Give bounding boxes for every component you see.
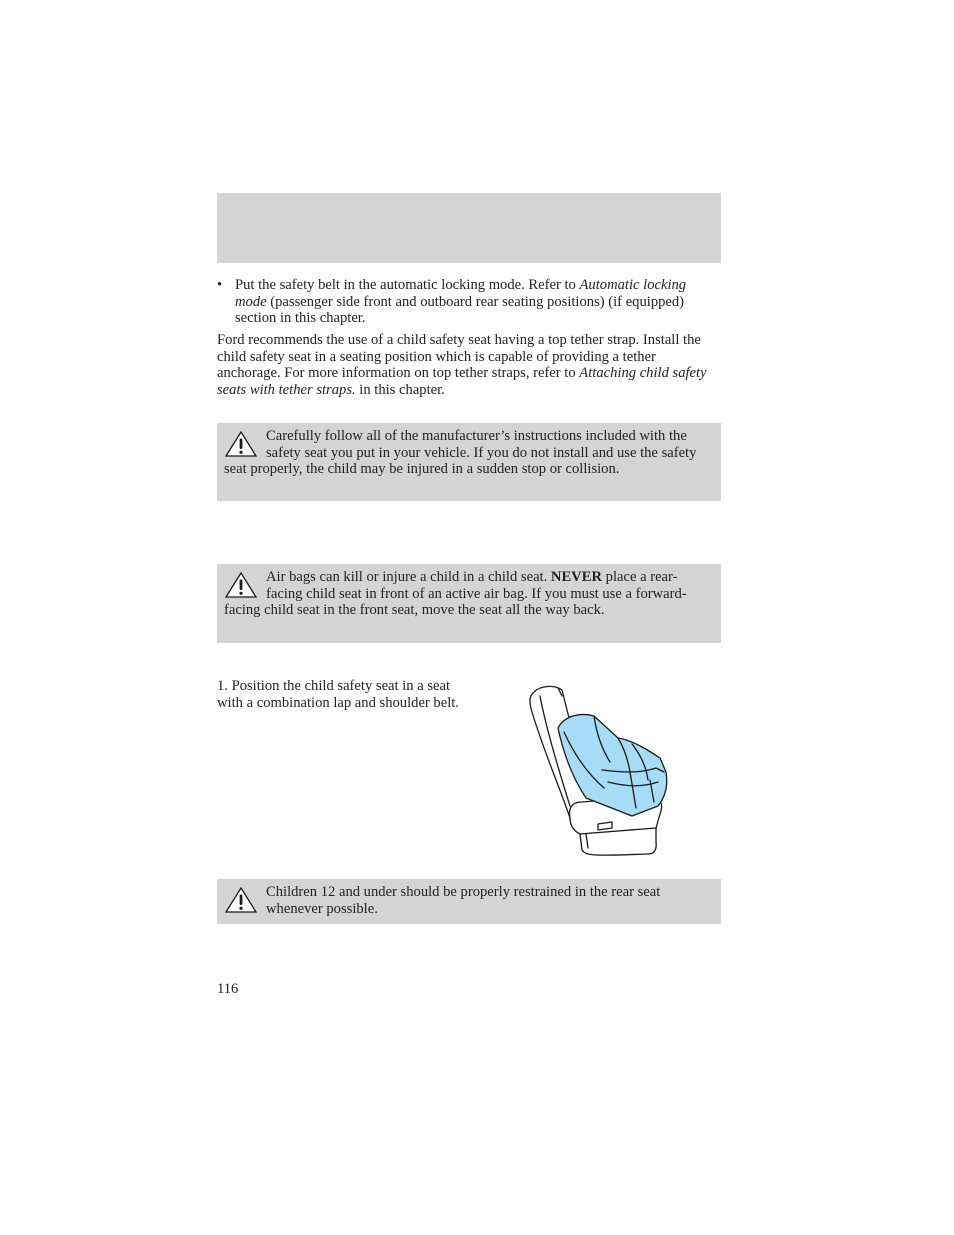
warning-triangle-icon <box>224 886 258 914</box>
bullet-cross-reference: Automatic locking mode <box>235 277 687 310</box>
page-number: 116 <box>217 981 239 997</box>
warning-box-airbag <box>217 564 721 643</box>
warning-children-text: Children 12 and under should be properly restrained in the rear seat whenever possible. <box>266 884 661 917</box>
header-band <box>217 193 721 263</box>
bullet-text-start: Put the safety belt in the automatic locking mode. Refer to <box>235 277 580 293</box>
paragraph-text-start: Ford recommends the use of a child safety seat having a top tether strap. Install the child safety seat in a seating position which is capable of providing a tether anchorage. For more information on top tether straps, refer to <box>217 332 701 381</box>
warning-airbag-emphasis: NEVER <box>550 569 602 585</box>
bullet-text-end: (passenger side front and outboard rear seating positions) (if equipped) section in this chapter. <box>235 293 685 326</box>
warning-triangle-icon <box>224 571 258 599</box>
warning-box-instructions <box>217 423 721 501</box>
warning-box-children <box>217 879 721 924</box>
tether-paragraph <box>217 332 721 398</box>
bullet-marker: • <box>217 277 223 293</box>
bullet-item <box>217 277 721 327</box>
warning-airbag-text-end: place a rear-facing child seat in front of an active air bag. If you must use a forward-facing child seat in the front seat, move the seat all the way back. <box>224 569 687 618</box>
child-seat-illustration <box>524 684 674 860</box>
warning-airbag-text-start: Air bags can kill or injure a child in a child seat. <box>266 569 551 585</box>
warning-instructions-text: Carefully follow all of the manufacturer’s instructions included with the safety seat you put in your vehicle. If you do not install and use the safety seat properly, the child may be injured in a sudden stop or collision. <box>224 428 697 477</box>
warning-triangle-icon <box>224 430 258 458</box>
paragraph-cross-reference: Attaching child safety seats with tether straps. <box>217 365 707 398</box>
paragraph-text-end: in this chapter. <box>355 381 445 398</box>
step-1-text: 1. Position the child safety seat in a seat with a combination lap and shoulder belt. <box>217 678 459 711</box>
